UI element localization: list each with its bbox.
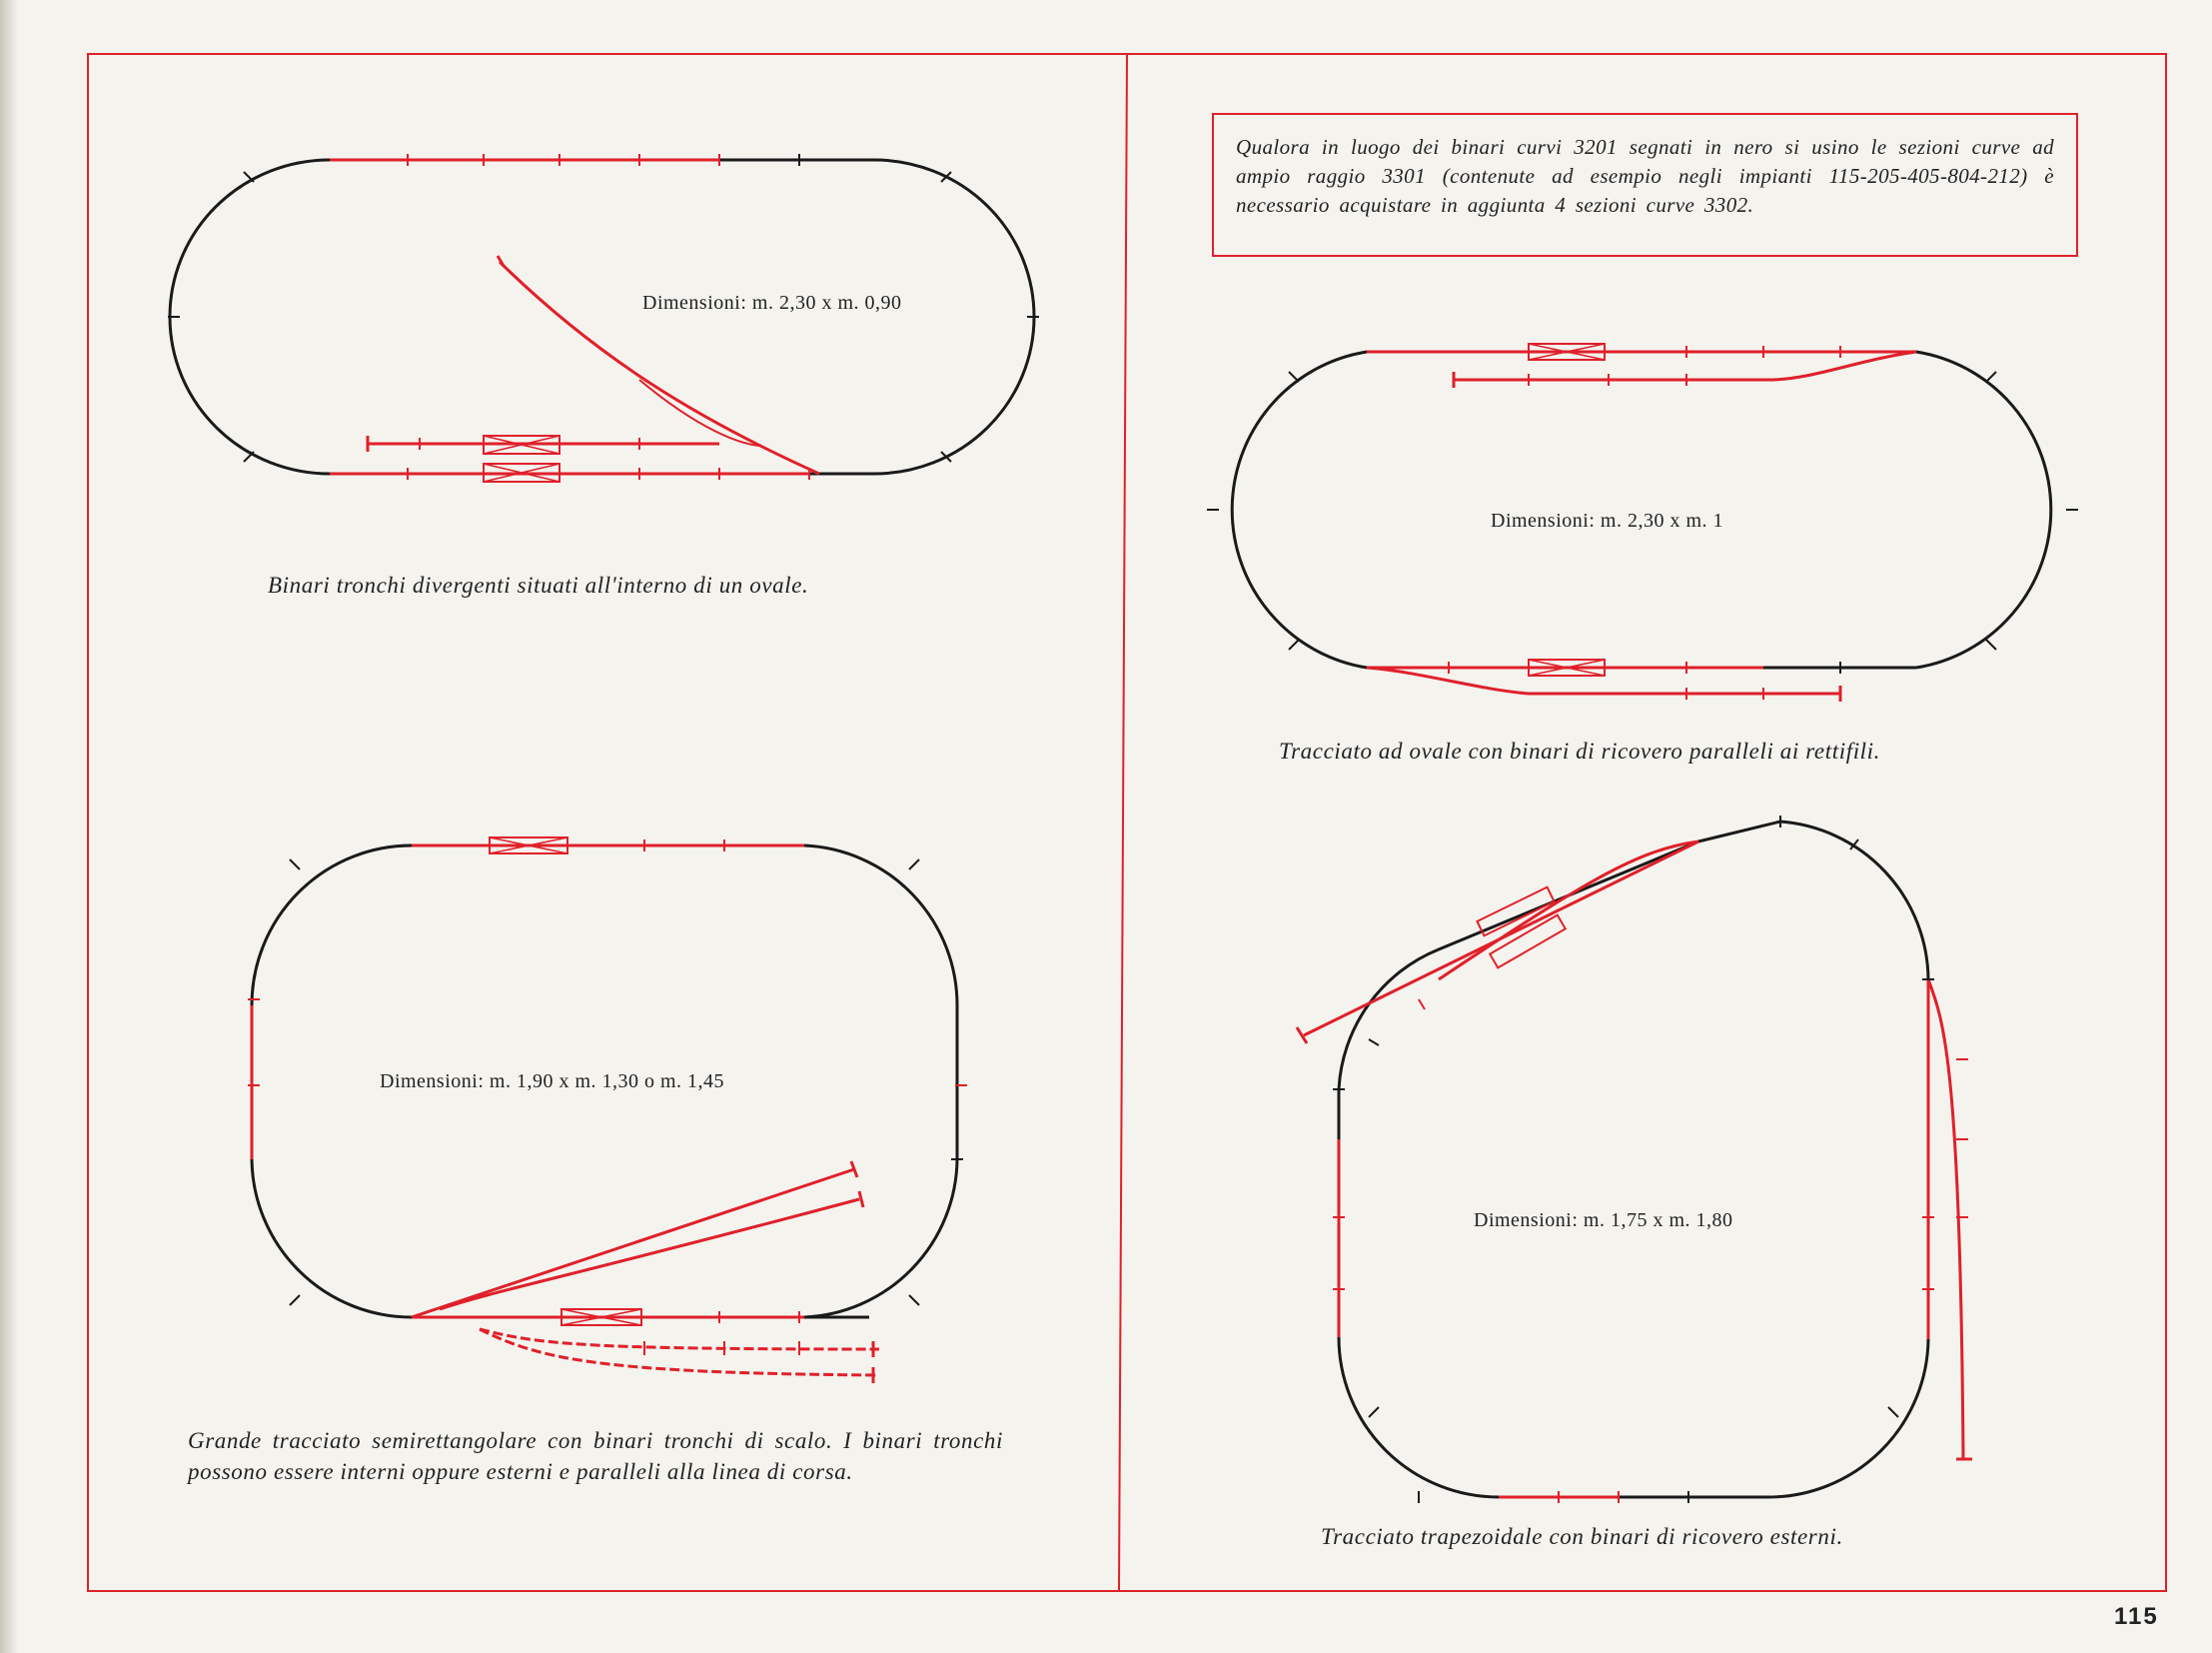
layout-2-caption: Grande tracciato semirettangolare con binari tronchi di scalo. I binari tronchi possono essere interni oppure esterni e paralleli alla linea di corsa. [188, 1428, 1003, 1484]
page-frame [88, 54, 2166, 1591]
layout-2-dimensions: Dimensioni: m. 1,90 x m. 1,30 o m. 1,45 [380, 1070, 725, 1092]
layout-2-diagram [248, 837, 967, 1383]
layout-4-diagram [1297, 816, 1972, 1503]
layout-1-diagram [168, 154, 1039, 482]
page-number: 115 [2114, 1603, 2159, 1630]
layout-3-caption: Tracciato ad ovale con binari di ricovero paralleli ai rettifili. [1279, 739, 1881, 764]
layout-3-dimensions: Dimensioni: m. 2,30 x m. 1 [1491, 510, 1723, 532]
layout-4-caption: Tracciato trapezoidale con binari di ricovero esterni. [1321, 1524, 1843, 1549]
note-box: Qualora in luogo dei binari curvi 3201 segnati in nero si usino le sezioni curve ad ampio raggio 3301 (contenute ad esempio negli impianti 115-205-405-804-212) è necessario acquistare in aggiunta 4 sezioni curve 3302. [1212, 113, 2078, 257]
layout-4-dimensions: Dimensioni: m. 1,75 x m. 1,80 [1474, 1209, 1733, 1231]
layout-1-dimensions: Dimensioni: m. 2,30 x m. 0,90 [642, 292, 902, 314]
layout-1-caption: Binari tronchi divergenti situati all'interno di un ovale. [268, 573, 809, 598]
